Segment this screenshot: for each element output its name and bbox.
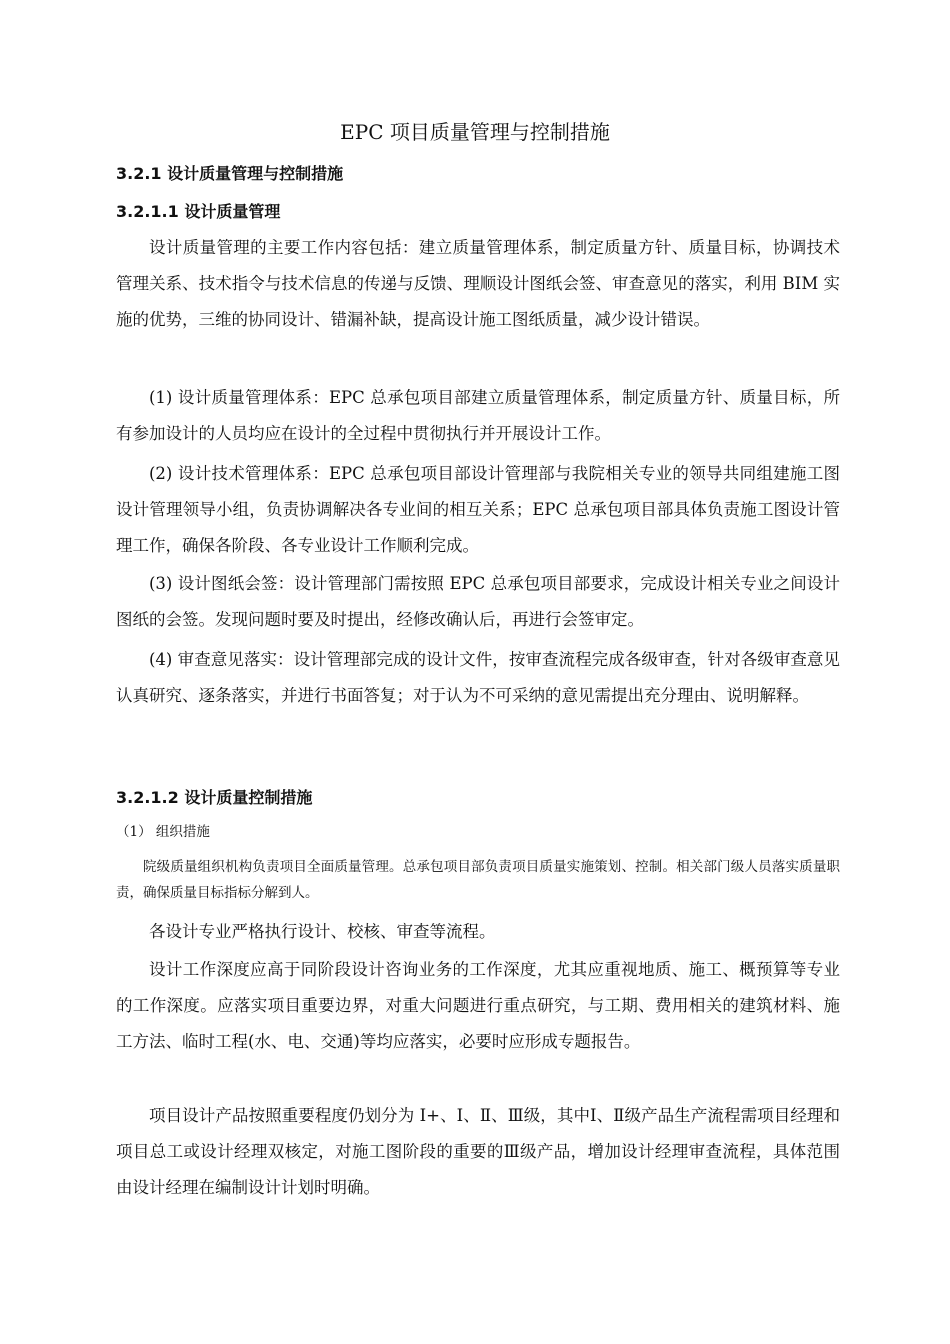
paragraph-design-depth: 设计工作深度应高于同阶段设计咨询业务的工作深度，尤其应重视地质、施工、概预算等专业的工作深度。应落实项目重要边界，对重大问题进行重点研究，与工期、费用相关的建筑材料、施工方法、临时工程(水、电、交通)等均应落实，必要时应形成专题报告。	[116, 960, 840, 1051]
section-heading-3-2-1: 3.2.1 设计质量管理与控制措施	[116, 164, 344, 183]
paragraph-technical-system: (2) 设计技术管理体系：EPC 总承包项目部设计管理部与我院相关专业的领导共同组建施工图设计管理领导小组，负责协调解决各专业间的相互关系；EPC 总承包项目部具体负责施工图设计管理工作，确保各阶段、各专业设计工作顺利完成。	[116, 464, 840, 555]
paragraph-quality-system: (1) 设计质量管理体系：EPC 总承包项目部建立质量管理体系，制定质量方针、质量目标，所有参加设计的人员均应在设计的全过程中贯彻执行并开展设计工作。	[116, 388, 840, 443]
paragraph-design-quality-overview: 设计质量管理的主要工作内容包括：建立质量管理体系，制定质量方针、质量目标，协调技术管理关系、技术指令与技术信息的传递与反馈、理顺设计图纸会签、审查意见的落实，利用 BIM 实施的优势，三维的协同设计、错漏补缺，提高设计施工图纸质量，减少设计错误。	[116, 238, 840, 329]
paragraph-product-levels: 项目设计产品按照重要程度仍划分为 I+、Ⅰ、Ⅱ、Ⅲ级，其中Ⅰ、Ⅱ级产品生产流程需项目经理和项目总工或设计经理双核定，对施工图阶段的重要的Ⅲ级产品，增加设计经理审查流程，具体范围由设计经理在编制设计计划时明确。	[116, 1106, 840, 1197]
organization-measures-paragraph: 院级质量组织机构负责项目全面质量管理。总承包项目部负责项目质量实施策划、控制。相关部门级人员落实质量职责，确保质量目标指标分解到人。	[116, 859, 840, 901]
paragraph-design-process: 各设计专业严格执行设计、校核、审查等流程。	[149, 922, 496, 941]
paragraph-drawing-sign-off: (3) 设计图纸会签：设计管理部门需按照 EPC 总承包项目部要求，完成设计相关专业之间设计图纸的会签。发现问题时要及时提出，经修改确认后，再进行会签审定。	[116, 574, 840, 629]
paragraph-review-implementation: (4) 审查意见落实：设计管理部完成的设计文件，按审查流程完成各级审查，针对各级审查意见认真研究、逐条落实，并进行书面答复；对于认为不可采纳的意见需提出充分理由、说明解释。	[116, 650, 840, 705]
organization-measures-label: （1） 组织措施	[116, 824, 210, 840]
document-title: EPC 项目质量管理与控制措施	[340, 120, 610, 144]
section-heading-3-2-1-2: 3.2.1.2 设计质量控制措施	[116, 788, 313, 807]
section-heading-3-2-1-1: 3.2.1.1 设计质量管理	[116, 202, 281, 221]
